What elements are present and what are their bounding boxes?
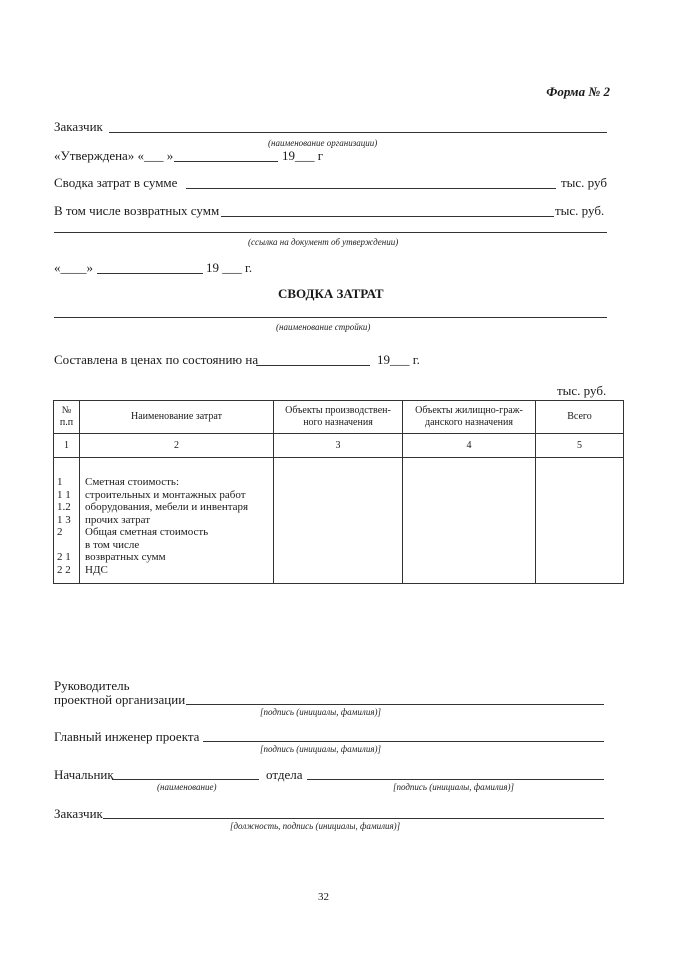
col-header-cost-name: Наименование затрат: [80, 401, 274, 434]
approved-year: 19___ г: [282, 148, 324, 163]
row-num: [57, 539, 79, 552]
col-number-4: 4: [403, 434, 536, 458]
date-month-field[interactable]: [97, 273, 203, 274]
table-body-row: [54, 458, 624, 584]
chief-engineer-caption: [подпись (инициалы, фамилия)]: [260, 744, 381, 754]
customer-field[interactable]: [109, 132, 607, 133]
head-label-1: Руководитель: [54, 678, 130, 693]
customer-sign-caption: [должность, подпись (инициалы, фамилия)]: [230, 821, 401, 831]
chief-engineer-signature-field[interactable]: [203, 741, 604, 742]
table-header-row: [54, 401, 624, 434]
row-name: Общая сметная стоимость: [85, 526, 209, 538]
dept-name-caption: (наименование): [157, 782, 217, 792]
row-name: возвратных сумм: [85, 551, 166, 563]
row-num: 2: [57, 526, 63, 538]
returnable-unit: тыс. руб.: [555, 203, 605, 218]
construction-name-field[interactable]: [54, 317, 607, 318]
returnable-amount-field[interactable]: [221, 216, 554, 217]
col-header-residential: Объекты жилищно-граж-данского назначения: [403, 401, 536, 434]
summary-amount-field[interactable]: [186, 188, 556, 189]
returnable-label: В том числе возвратных сумм: [54, 203, 220, 218]
row-name: в том числе: [85, 538, 140, 551]
col-header-industrial: Объекты производствен-ного назначения: [274, 401, 403, 434]
head-caption: [подпись (инициалы, фамилия)]: [260, 707, 381, 717]
date-day: «____»: [54, 260, 93, 275]
dept-signature-field[interactable]: [307, 779, 604, 780]
row-num: 1 1: [57, 488, 71, 501]
row-numbers-cell: [54, 458, 80, 584]
col-number-1: 1: [54, 434, 80, 458]
dept-label: отдела: [266, 767, 303, 782]
table-number-row: [54, 434, 624, 458]
prices-date-field[interactable]: [256, 365, 370, 366]
chief-engineer-label: Главный инженер проекта: [54, 729, 200, 744]
row-num: 2 2: [57, 563, 71, 576]
form-number: Форма № 2: [546, 84, 610, 99]
customer-caption: (наименование организации): [268, 138, 378, 148]
doc-ref-field[interactable]: [54, 232, 607, 233]
col-header-number: № п.п: [54, 401, 80, 434]
customer-signature-field[interactable]: [103, 818, 604, 819]
customer-label: Заказчик: [54, 119, 103, 134]
row-names-cell: [80, 458, 274, 584]
head-label-2: проектной организации: [54, 692, 186, 707]
cost-summary-table: [53, 400, 624, 584]
dept-name-field[interactable]: [112, 779, 259, 780]
row-name: строительных и монтажных работ: [85, 488, 246, 501]
row-num: 1: [57, 476, 63, 488]
industrial-values-cell[interactable]: [274, 458, 403, 584]
col-number-2: 2: [80, 434, 274, 458]
head-signature-field[interactable]: [186, 704, 604, 705]
summary-unit: тыс. руб: [561, 175, 607, 190]
table-unit: тыс. руб.: [557, 383, 607, 398]
prices-label: Составлена в ценах по состоянию на: [54, 352, 259, 367]
construction-caption: (наименование стройки): [276, 322, 371, 332]
col-header-total: Всего: [536, 401, 624, 434]
col-number-5: 5: [536, 434, 624, 458]
summary-label: Сводка затрат в сумме: [54, 175, 178, 190]
row-name: оборудования, мебели и инвентаря: [85, 501, 249, 513]
total-values-cell[interactable]: [536, 458, 624, 584]
row-num: 1.2: [57, 501, 71, 513]
page-number: 32: [318, 891, 329, 903]
doc-ref-caption: (ссылка на документ об утверждении): [248, 237, 399, 247]
date-year: 19 ___ г.: [206, 260, 253, 275]
approved-date-field[interactable]: [174, 161, 278, 162]
dept-head-label: Начальник: [54, 767, 114, 782]
customer-sign-label: Заказчик: [54, 806, 103, 821]
row-name: НДС: [85, 563, 108, 576]
prices-year: 19___ г.: [377, 352, 420, 367]
approved-label: «Утверждена» «___ »: [54, 148, 174, 163]
row-name: Сметная стоимость:: [85, 476, 179, 488]
dept-sign-caption: [подпись (инициалы, фамилия)]: [393, 782, 514, 792]
residential-values-cell[interactable]: [403, 458, 536, 584]
row-name: прочих затрат: [85, 513, 151, 526]
col-number-3: 3: [274, 434, 403, 458]
row-num: 2 1: [57, 551, 71, 563]
row-num: 1 3: [57, 513, 71, 526]
document-title: СВОДКА ЗАТРАТ: [278, 286, 384, 301]
